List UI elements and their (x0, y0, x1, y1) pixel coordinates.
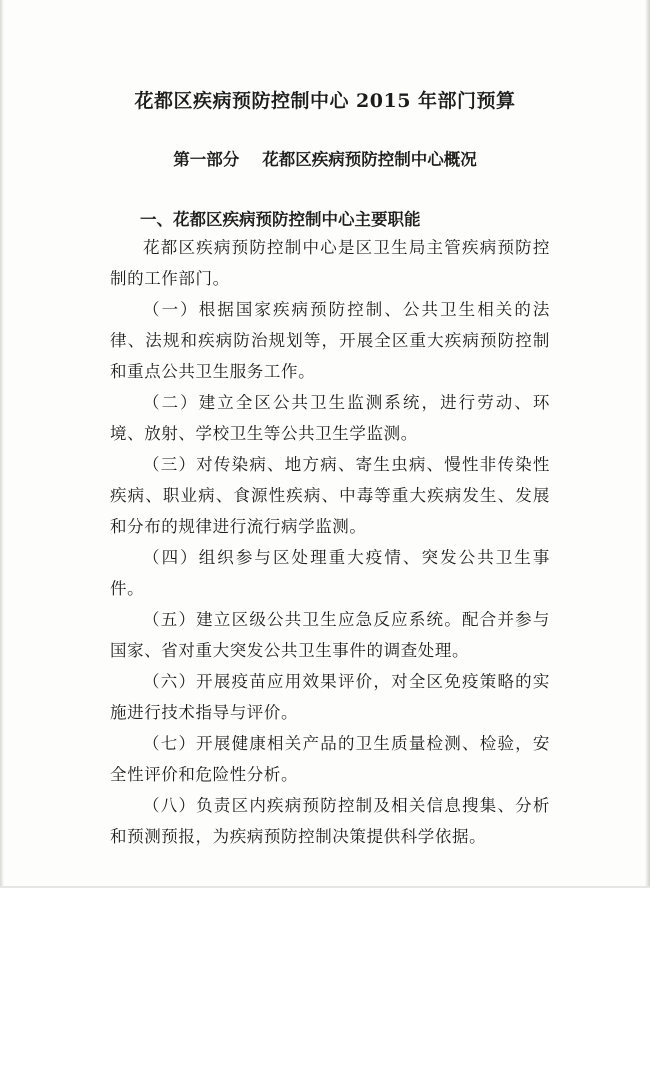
scan-edge-right (645, 0, 650, 888)
paragraph-duty-8: （八）负责区内疾病预防控制及相关信息搜集、分析和预测预报，为疾病预防控制决策提供科学依据。 (110, 796, 550, 846)
part-title: 第一部分 花都区疾病预防控制中心概况 (173, 150, 477, 169)
paragraph-duty-2: （二）建立全区公共卫生监测系统，进行劳动、环境、放射、学校卫生等公共卫生学监测。 (110, 393, 550, 443)
paragraph-duty-4: （四）组织参与区处理重大疫情、突发公共卫生事件。 (110, 548, 550, 598)
scan-edge-left (0, 0, 4, 888)
paragraph-duty-1: （一）根据国家疾病预防控制、公共卫生相关的法律、法规和疾病防治规划等，开展全区重大疾病预防控制和重点公共卫生服务工作。 (110, 300, 550, 381)
paragraph-duty-5: （五）建立区级公共卫生应急反应系统。配合并参与国家、省对重大突发公共卫生事件的调查处理。 (110, 610, 550, 660)
paragraph-duty-3: （三）对传染病、地方病、寄生虫病、慢性非传染性疾病、职业病、食源性疾病、中毒等重大疾病发生、发展和分布的规律进行流行病学监测。 (110, 455, 550, 536)
document-title: 花都区疾病预防控制中心 2015 年部门预算 (134, 90, 516, 112)
paragraph-duty-7: （七）开展健康相关产品的卫生质量检测、检验，安全性评价和危险性分析。 (110, 734, 550, 784)
section-heading: 一、花都区疾病预防控制中心主要职能 (140, 210, 421, 229)
paragraph-duty-6: （六）开展疫苗应用效果评价，对全区免疫策略的实施进行技术指导与评价。 (110, 672, 550, 722)
body-text (110, 232, 550, 852)
page-bottom-edge (0, 886, 650, 888)
paragraph-intro: 花都区疾病预防控制中心是区卫生局主管疾病预防控制的工作部门。 (110, 238, 550, 288)
